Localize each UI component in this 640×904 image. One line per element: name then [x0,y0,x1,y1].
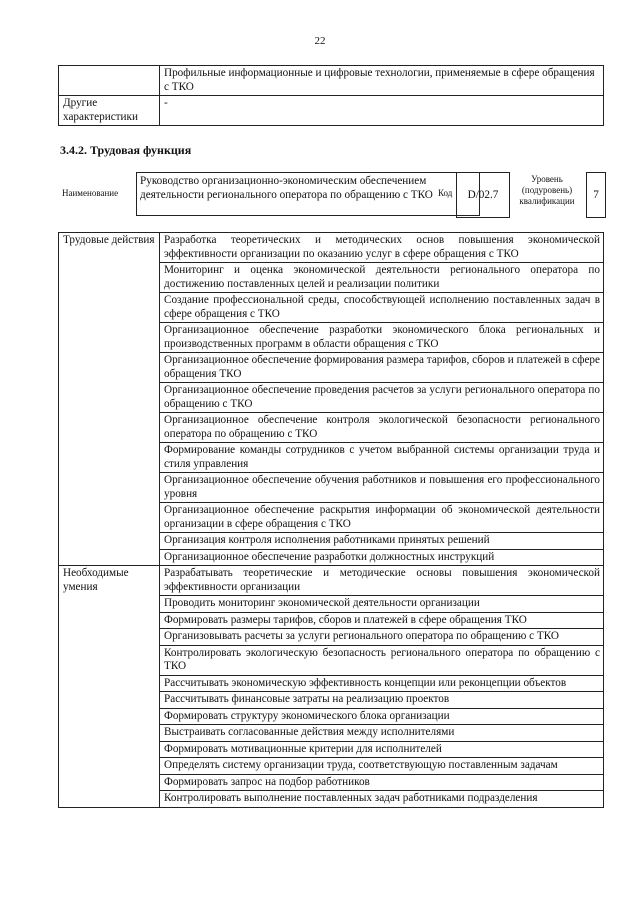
list-item: Разработка теоретических и методических основ повышения экономической эффективности организации по оказанию услуг в сфере обращения с ТКО [160,233,604,263]
table-row [59,566,604,596]
list-item: Формировать запрос на подбор работников [160,774,604,791]
list-item: Контролировать выполнение поставленных задач работниками подразделения [160,791,604,808]
level-value: 7 [586,172,606,218]
list-item: Организационное обеспечение формирования размера тарифов, сборов и платежей в сфере обращения ТКО [160,353,604,383]
list-item: Мониторинг и оценка экономической деятельности регионального оператора по достижению поставленных целей и реализации политики [160,263,604,293]
table-row [59,66,604,96]
name-label: Наименование [62,188,119,198]
list-item: Организационное обеспечение разработки должностных инструкций [160,549,604,566]
name-value: Руководство организационно-экономическим обеспечением деятельности регионального оператора по обращению с ТКО [136,172,480,216]
labor-actions-label: Трудовые действия [59,233,160,566]
list-item: Организационное обеспечение проведения расчетов за услуги регионального оператора по обращению с ТКО [160,383,604,413]
list-item: Формировать структуру экономического блока организации [160,708,604,725]
other-characteristics-label: Другие характеристики [59,96,160,126]
code-label: Код [438,188,453,198]
list-item: Разрабатывать теоретические и методические основы повышения экономической эффективности организации [160,566,604,596]
function-header [58,172,604,218]
table-row [59,96,604,126]
list-item: Контролировать экологическую безопасность регионального оператора по обращению с ТКО [160,645,604,675]
previous-function-table [58,65,604,126]
list-item: Формирование команды сотрудников с учетом выбранной системы организации труда и стиля управления [160,443,604,473]
section-heading: 3.4.2. Трудовая функция [60,143,192,157]
list-item: Формировать размеры тарифов, сборов и платежей в сфере обращения ТКО [160,612,604,629]
row-text: Профильные информационные и цифровые технологии, применяемые в сфере обращения с ТКО [160,66,604,96]
row-label [59,66,160,96]
list-item: Проводить мониторинг экономической деятельности организации [160,596,604,613]
list-item: Определять систему организации труда, соответствующую поставленным задачам [160,758,604,775]
list-item: Организация контроля исполнения работниками принятых решений [160,533,604,550]
list-item: Организационное обеспечение контроля экологической безопасности регионального оператора по обращению с ТКО [160,413,604,443]
list-item: Организационное обеспечение раскрытия информации об экономической деятельности организации в сфере обращения с ТКО [160,503,604,533]
list-item: Рассчитывать финансовые затраты на реализацию проектов [160,692,604,709]
page-number: 22 [314,35,326,47]
list-item: Выстраивать согласованные действия между исполнителями [160,725,604,742]
function-details-table [58,232,604,808]
list-item: Организовывать расчеты за услуги регионального оператора по обращению с ТКО [160,629,604,646]
code-value: D/02.7 [456,172,510,218]
list-item: Организационное обеспечение разработки экономического блока региональных и производственных программ в области обращения с ТКО [160,323,604,353]
required-skills-label: Необходимые умения [59,566,160,808]
list-item: Рассчитывать экономическую эффективность концепции или реконцепции объектов [160,675,604,692]
level-label: Уровень (подуровень) квалификации [519,174,575,206]
table-row [59,233,604,263]
list-item: Формировать мотивационные критерии для исполнителей [160,741,604,758]
other-characteristics-value: - [160,96,604,126]
list-item: Организационное обеспечение обучения работников и повышения его профессионального уровня [160,473,604,503]
list-item: Создание профессиональной среды, способствующей исполнению поставленных задач в сфере обращения с ТКО [160,293,604,323]
